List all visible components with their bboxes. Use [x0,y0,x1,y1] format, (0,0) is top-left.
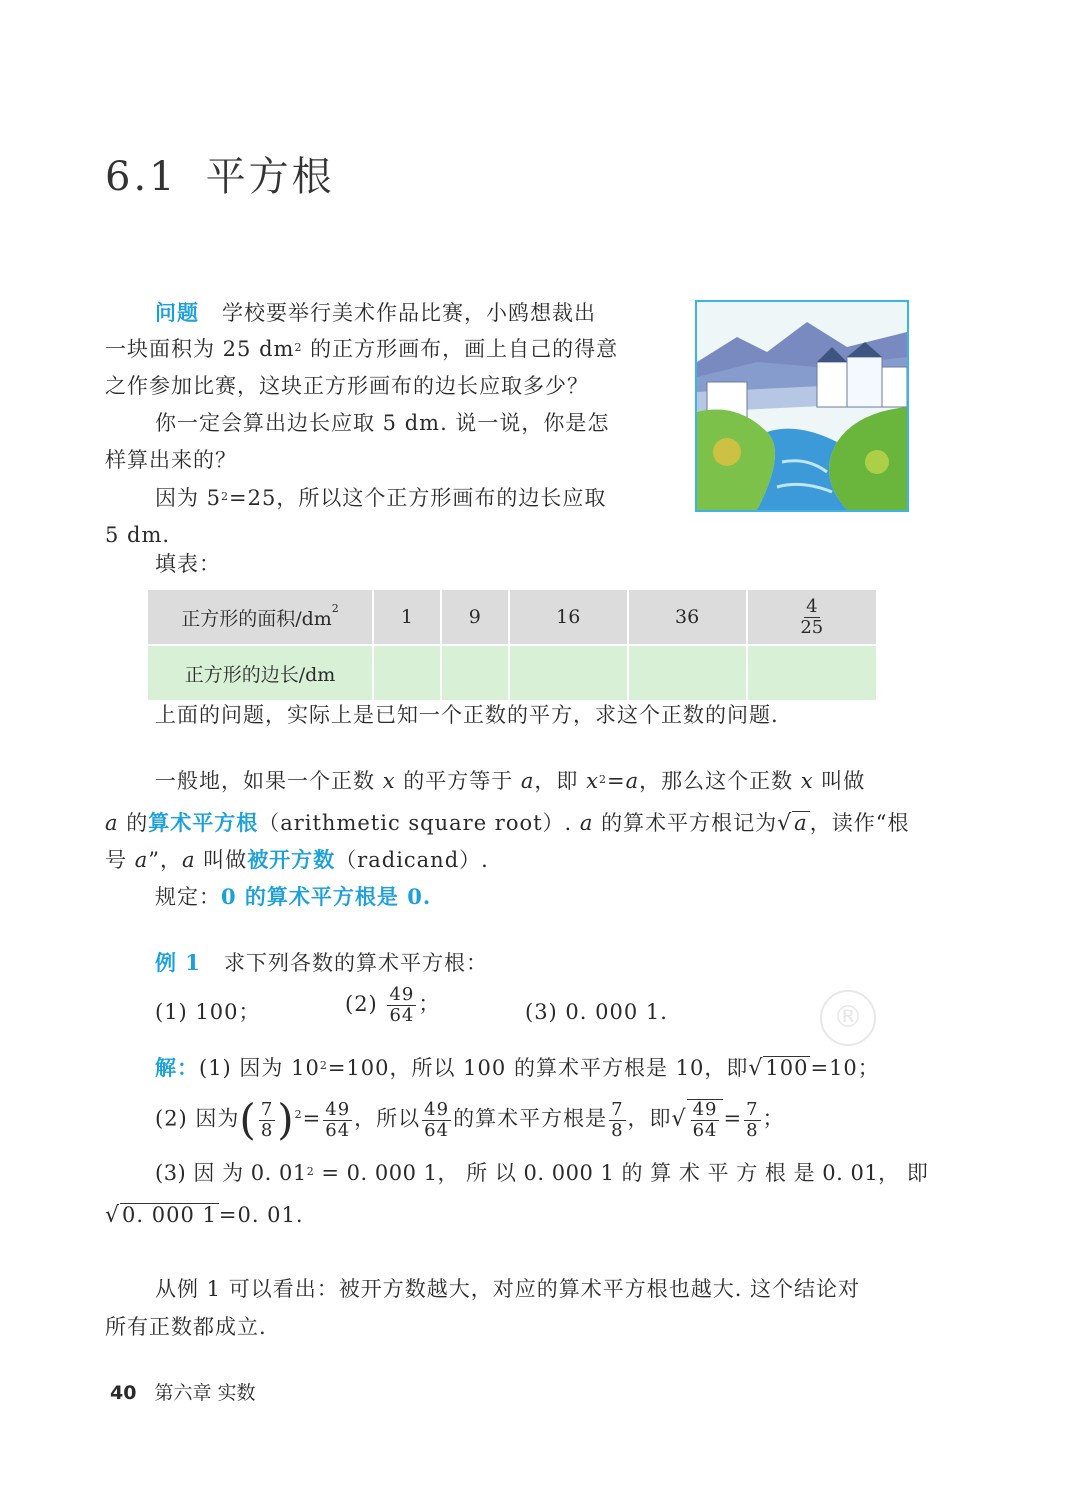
sqrt-a: √a [777,811,808,836]
summary-text: 上面的问题，实际上是已知一个正数的平方，求这个正数的问题. [155,703,779,727]
solution-line-2: (2) 因为( $\frac{7}{8}$ )$^2$= $\frac{49}{64}$ ，所以 $\frac{49}{64}$ 的算术平方根是 $\frac{7}{8}$ ，即√ $\frac{49}{64}$ = $\frac{7}{8}$ ； [155,1095,785,1144]
problem-line-6: 因为 $5^2=25$，所以这个正方形画布的边长应取 [155,486,607,510]
example-item-1: (1) 100； [155,1000,261,1024]
problem-line-4: 你一定会算出边长应取 5 dm. 说一说，你是怎 [155,411,610,435]
problem-line-5: 样算出来的？ [105,448,237,472]
table-cell-empty[interactable] [373,645,441,701]
table-header-area: 正方形的面积$/dm^2$ [147,589,373,645]
landscape-painting [695,300,909,512]
term-radicand: 被开方数 [247,847,336,872]
solution-line-4: √0. 000 1=0. 01. [105,1203,304,1228]
example-heading: 例 1 求下列各数的算术平方根： [155,950,488,975]
rule-line: 规定：0 的算术平方根是 0. [155,884,432,909]
table-cell-empty[interactable] [747,645,877,701]
definition-line-3: 号 a”，a 叫做被开方数（radicand）. [105,847,489,872]
chapter-name: 第六章 实数 [154,1382,256,1404]
table-header-side: 正方形的边长/dm [147,645,373,701]
rule-text: 0 的算术平方根是 0. [221,884,432,909]
section-number: 6.1 [105,154,178,200]
table-cell: 16 [509,589,628,645]
table-row [147,589,877,645]
solution-line-1: 解：(1) 因为 $10^2=100$，所以 100 的算术平方根是 10，即√100=10； [155,1055,880,1081]
table-cell: 36 [628,589,747,645]
registered-watermark: ® [820,990,876,1046]
table-cell-empty[interactable] [628,645,747,701]
conclusion-line-2: 所有正数都成立. [105,1315,267,1339]
problem-line-2: 一块面积为 25 $dm^2$ 的正方形画布，画上自己的得意 [105,337,619,361]
conclusion-line-1: 从例 1 可以看出：被开方数越大，对应的算术平方根也越大. 这个结论对 [155,1277,861,1301]
page-footer [110,1378,256,1405]
table-cell-empty[interactable] [509,645,628,701]
problem-line-7: 5 dm. [105,523,171,547]
problem-label: 问题 [155,300,199,325]
definition-line-2: a 的算术平方根（arithmetic square root）. a 的算术平方根记为√a，读作“根 [105,810,910,836]
fill-table-label: 填表： [155,552,221,576]
problem-line-1: 问题 学校要举行美术作品比赛，小鸥想裁出 [155,300,597,325]
solution-label: 解： [155,1055,199,1080]
table-cell: $\frac{4}{25}$ [747,589,877,645]
section-name: 平方根 [205,154,335,200]
term-arithmetic-root: 算术平方根 [148,810,259,835]
table-cell: 1 [373,589,441,645]
example-item-3: (3) 0. 000 1. [525,1000,668,1024]
table-cell: 9 [441,589,509,645]
problem-line-3: 之作参加比赛，这块正方形画布的边长应取多少？ [105,374,589,398]
page-number: 40 [110,1382,137,1404]
solution-line-3: (3) 因 为 0. $01^2 = 0$. 000 1， 所 以 0. 000 1 的 算 术 平 方 根 是 0. 01， 即 [155,1161,929,1185]
fill-table [146,588,878,702]
definition-line-1: 一般地，如果一个正数 x 的平方等于 a，即 $x^2=a$，那么这个正数 x 叫做 [155,769,866,793]
table-cell-empty[interactable] [441,645,509,701]
example-label: 例 1 [155,950,201,975]
section-title [105,145,335,202]
example-item-2: (2) $\frac{49}{64}$ ； [345,984,441,1026]
table-row [147,645,877,701]
